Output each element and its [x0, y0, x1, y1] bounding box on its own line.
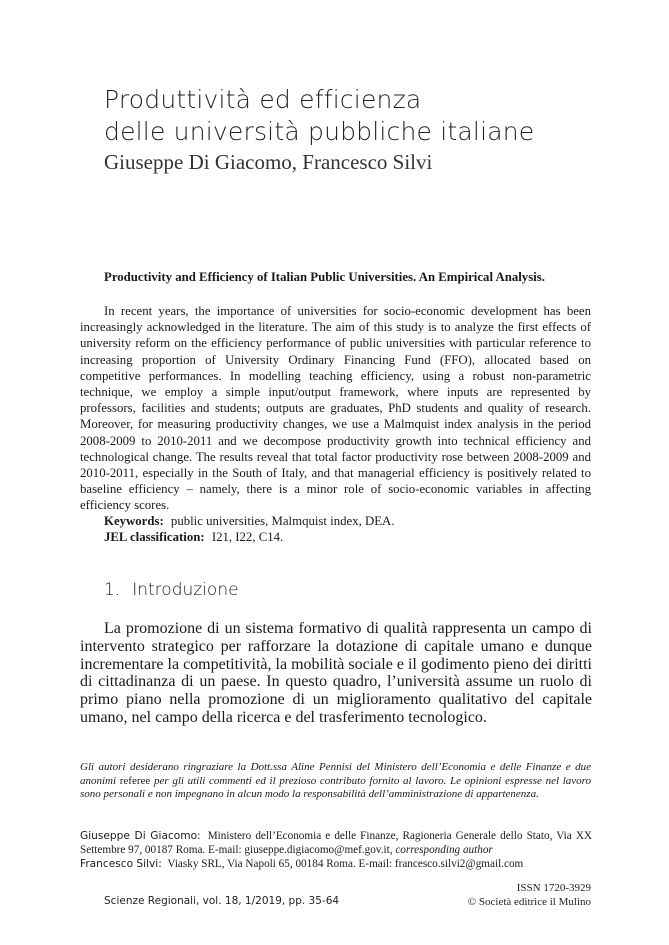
author2-name: Francesco Silvi:: [80, 858, 162, 870]
abstract-title: Productivity and Efficiency of Italian Public Universities. An Empirical Analysis.: [104, 270, 545, 284]
article-title-line-2: delle università pubbliche italiane: [104, 117, 535, 146]
article-authors: Giuseppe Di Giacomo, Francesco Silvi: [104, 150, 433, 174]
article-title-line-1: Produttività ed efficienza: [104, 85, 422, 114]
section-number: 1.: [104, 580, 121, 600]
section-heading: [104, 580, 239, 600]
keywords-value: public universities, Malmquist index, DEA.: [170, 514, 395, 528]
keywords-line: [104, 514, 395, 529]
jel-value: I21, I22, C14.: [211, 530, 284, 544]
section-title: Introduzione: [132, 580, 239, 600]
author1-name: Giuseppe Di Giacomo:: [80, 830, 201, 842]
footer-right: [468, 882, 591, 909]
intro-paragraph: La promozione di un sistema formativo di qualità rappresenta un campo di intervento strategico per rafforzare la dotazione di capitale umano e dunque incrementare la competitività, la mobilità sociale e il godimento pieno dei diritti di cittadinanza di un paese. In questo quadro, l’università assume un ruolo di primo piano nella promozione di un miglioramento qualitativo del capitale umano, nel campo della ricerca e del trasferimento tecnologico.: [80, 620, 592, 726]
author1-affiliation: [80, 829, 592, 857]
keywords-label: Keywords:: [104, 514, 164, 528]
issn: ISSN 1720-3929: [516, 882, 591, 894]
ack-part-1: Gli autori desiderano ringraziare la Dott.ssa Aline Pennisi del Ministero dell’Economia e delle Finanze e due anonimi: [80, 761, 591, 787]
jel-label: JEL classification:: [104, 530, 205, 544]
journal-citation: Scienze Regionali, vol. 18, 1/2019, pp. 35-64: [104, 895, 340, 907]
author1-affil-text: Ministero dell’Economia e delle Finanze, Ragioneria Generale dello Stato, Via XX Settembre 97, 00187 Roma. E-mail: giuseppe.digiacomo@mef.gov.it,: [80, 830, 592, 856]
title-block: [104, 84, 534, 176]
acknowledgement-footnote: [80, 761, 591, 802]
publisher: © Società editrice il Mulino: [467, 895, 591, 908]
ack-referee: referee: [119, 774, 151, 787]
author2-affiliation: [80, 857, 592, 871]
author1-role: corresponding author: [395, 844, 493, 856]
author2-affil-text: Viasky SRL, Via Napoli 65, 00184 Roma. E-mail: francesco.silvi2@gmail.com: [167, 858, 524, 870]
ack-part-2: per gli utili commenti ed il prezioso contributo fornito al lavoro. Le opinioni espresse nel lavoro sono personali e non impegnano in alcun modo la responsabilità dell’amministrazione di appartenenza.: [80, 774, 592, 801]
jel-line: [104, 530, 283, 545]
abstract-text: In recent years, the importance of universities for socio-economic development has been increasingly acknowledged in the literature. The aim of this study is to analyze the first effects of university reform on the efficiency performance of public universities with particular reference to increasing proportion of University Ordinary Financing Fund (FFO), allocated based on competitive performances. In modelling teaching efficiency, using a robust non-parametric technique, we employ a simple input/output framework, where inputs are represented by professors, facilities and students; outputs are graduates, PhD students and quality of research. Moreover, for measuring productivity changes, we use a Malmquist index analysis in the period 2008-2009 to 2010-2011 and we decompose productivity growth into technical efficiency and technological change. The results reveal that total factor productivity rose between 2008-2009 and 2010-2011, especially in the South of Italy, and that managerial efficiency is positively related to baseline efficiency – namely, there is a minor role of socio-economic variables in affecting efficiency scores.: [80, 304, 591, 513]
